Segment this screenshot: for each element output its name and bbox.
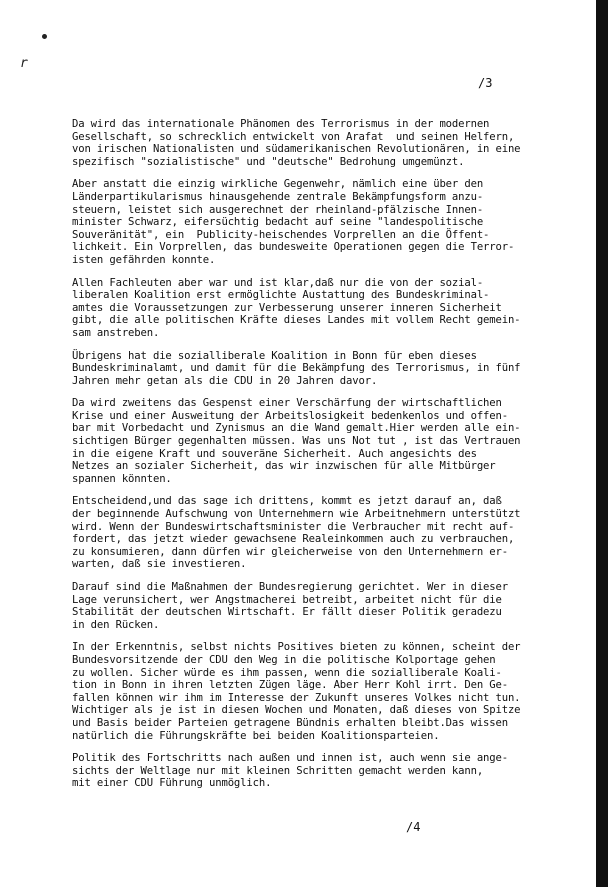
paragraph: Da wird zweitens das Gespenst einer Verschärfung der wirtschaftlichen Krise und einer Ausweitung der Arbeitslosigkeit bedenkenlos und offen- bar mit Vorbedacht und Zynismus an die Wand gemalt.Hier werden alle ein- sichtigen Bürger gegenhalten müssen. Was uns Not tut , ist das Vertrauen in die eigene Kraft und souveräne Sicherheit. Auch angesichts des Netzes an sozialer Sicherheit, das wir inzwischen für alle Mitbürger spannen könnten. bbox=[72, 397, 521, 485]
paragraph: Übrigens hat die sozialliberale Koalition in Bonn für eben dieses Bundeskriminalamt, und damit für die Bekämpfung des Terrorismus, in fünf Jahren mehr getan als die CDU in 20 Jahren davor. bbox=[72, 349, 521, 387]
paragraph: In der Erkenntnis, selbst nichts Positives bieten zu können, scheint der Bundesvorsitzende der CDU den Weg in die politische Kolportage gehen zu wollen. Sicher würde es ihm passen, wenn die sozialliberale Koali- tion in Bonn in ihren letzten Zügen läge. Aber Herr Kohl irrt. Den Ge- fallen können wir ihm im Interesse der Zukunft unseres Volkes nicht tun. Wichtiger als je ist in diesen Wochen und Monaten, daß dieses von Spitze und Basis beider Parteien getragene Bündnis erhalten bleibt.Das wissen natürlich die Führungskräfte bei beiden Koalitionsparteien. bbox=[72, 641, 521, 742]
paragraph: Entscheidend,und das sage ich drittens, kommt es jetzt darauf an, daß der beginnende Aufschwung von Unternehmern wie Arbeitnehmern unterstützt wird. Wenn der Bundeswirtschaftsminister die Verbraucher mit recht auf- fordert, das jetzt wieder gewachsene Realeinkommen auch zu verbrauchen, zu konsumieren, dann dürfen wir gleicherweise von den Unternehmern er- warten, daß sie investieren. bbox=[72, 495, 521, 571]
ink-dot-mark bbox=[42, 34, 47, 39]
handwritten-tick-mark: r bbox=[20, 56, 28, 71]
paragraph: Politik des Fortschritts nach außen und innen ist, auch wenn sie ange- sichts der Weltlage nur mit kleinen Schritten gemacht werden kann, mit einer CDU Führung unmöglich. bbox=[72, 752, 508, 790]
paragraph: Da wird das internationale Phänomen des Terrorismus in der modernen Gesellschaft, so schrecklich entwickelt von Arafat und seinen Helfern, von irischen Nationalisten und südamerikanischen Revolutionären, in eine spezifisch "sozialistische" und "deutsche" Bedrohung umgemünzt. bbox=[72, 118, 521, 168]
page-number-top: /3 bbox=[478, 76, 493, 90]
paragraph: Darauf sind die Maßnahmen der Bundesregierung gerichtet. Wer in dieser Lage verunsichert, wer Angstmacherei betreibt, arbeitet nicht für die Stabilität der deutschen Wirtschaft. Er fällt dieser Politik geradezu in den Rücken. bbox=[72, 581, 508, 631]
paragraph: Allen Fachleuten aber war und ist klar,daß nur die von der sozial- liberalen Koalition erst ermöglichte Austattung des Bundeskriminal- amtes die Voraussetzungen zur Verbesserung unserer inneren Sicherheit gibt, die alle politischen Kräfte dieses Landes mit vollem Recht gemein- sam anstreben. bbox=[72, 276, 521, 339]
paragraph: Aber anstatt die einzig wirkliche Gegenwehr, nämlich eine über den Länderpartikularismus hinausgehende zentrale Bekämpfungsform anzu- steuern, leistet sich ausgerechnet der rheinland-pfälzische Innen- minister Schwarz, eifersüchtig bedacht auf seine "landespolitische Souveränität", ein Publicity-heischendes Vorprellen an die Öffent- lichkeit. Ein Vorprellen, das bundesweite Operationen gegen die Terror- isten gefährden konnte. bbox=[72, 178, 515, 266]
page-number-bottom: /4 bbox=[406, 820, 421, 834]
typewritten-body bbox=[72, 118, 562, 790]
